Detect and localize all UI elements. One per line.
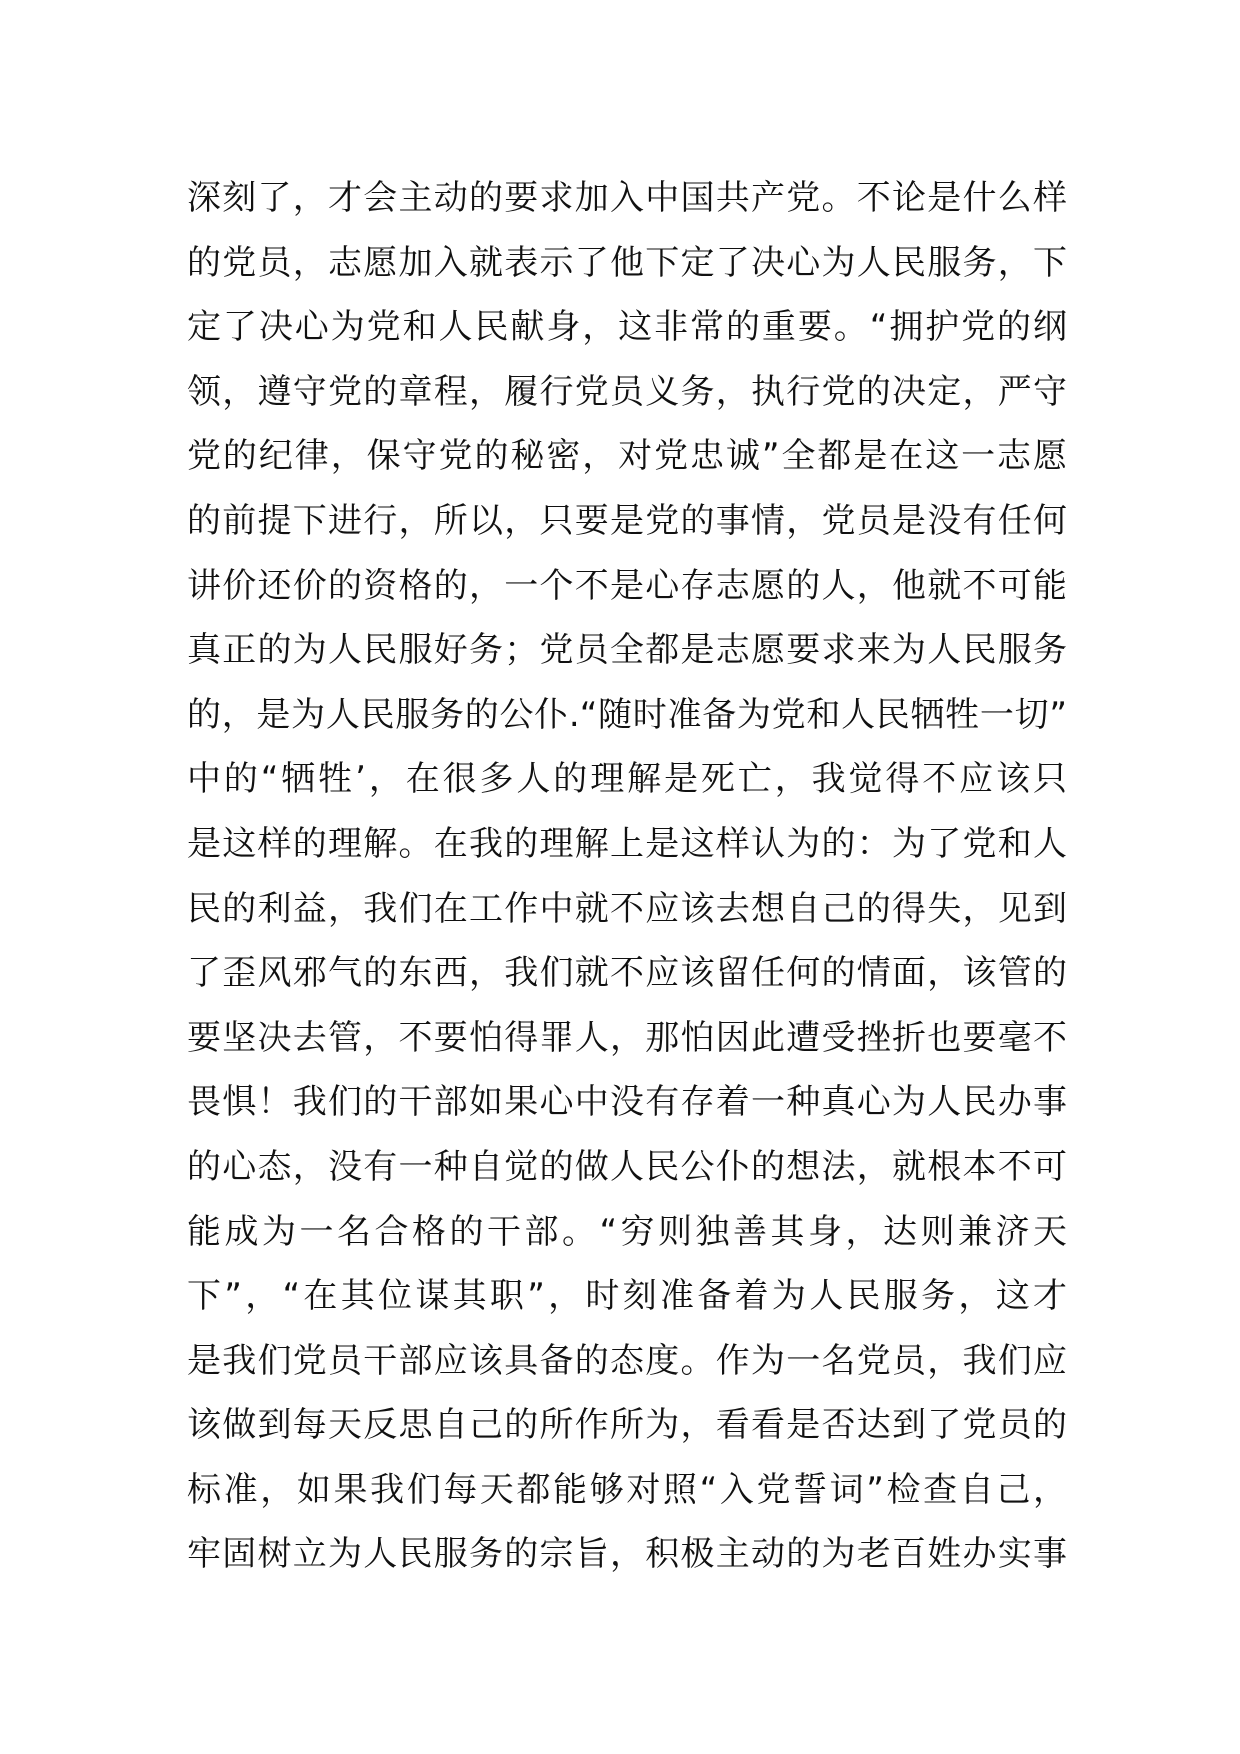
text-line: 的前提下进行，所以，只要是党的事情，党员是没有任何 <box>187 500 1067 541</box>
text-line: 党的纪律，保守党的秘密，对党忠诚”全都是在这一志愿 <box>187 436 1067 477</box>
text-line: 的党员，志愿加入就表示了他下定了决心为人民服务，下 <box>187 242 1067 283</box>
text-line: 了歪风邪气的东西，我们就不应该留任何的情面，该管的 <box>187 953 1067 994</box>
text-line: 深刻了，才会主动的要求加入中国共产党。不论是什么样 <box>187 178 1067 218</box>
text-line: 下”，“在其位谋其职”，时刻准备着为人民服务，这才 <box>187 1276 1067 1317</box>
text-line: 要坚决去管，不要怕得罪人，那怕因此遭受挫折也要毫不 <box>187 1017 1067 1058</box>
text-line: 讲价还价的资格的，一个不是心存志愿的人，他就不可能 <box>187 565 1067 606</box>
text-line: 真正的为人民服好务；党员全都是志愿要求来为人民服务 <box>187 630 1067 671</box>
text-line: 的心态，没有一种自觉的做人民公仆的想法，就根本不可 <box>187 1146 1067 1187</box>
text-line: 标准，如果我们每天都能够对照“入党誓词”检查自己， <box>187 1469 1067 1510</box>
text-line: 牢固树立为人民服务的宗旨，积极主动的为老百姓办实事 <box>187 1534 1067 1575</box>
text-line: 是我们党员干部应该具备的态度。作为一名党员，我们应 <box>187 1340 1067 1381</box>
text-line: 能成为一名合格的干部。“穷则独善其身，达则兼济天 <box>187 1211 1067 1252</box>
text-line: 领，遵守党的章程，履行党员义务，执行党的决定，严守 <box>187 371 1067 412</box>
text-line: 是这样的理解。在我的理解上是这样认为的：为了党和人 <box>187 823 1067 864</box>
text-line: 定了决心为党和人民献身，这非常的重要。“拥护党的纲 <box>187 307 1067 348</box>
text-line: 民的利益，我们在工作中就不应该去想自己的得失，见到 <box>187 888 1067 929</box>
body-text <box>187 166 1067 1587</box>
text-line: 该做到每天反思自己的所作所为，看看是否达到了党员的 <box>187 1405 1067 1446</box>
text-line: 畏惧！我们的干部如果心中没有存着一种真心为人民办事 <box>187 1082 1067 1123</box>
text-line: 中的“牺牲’，在很多人的理解是死亡，我觉得不应该只 <box>187 759 1067 800</box>
text-line: 的，是为人民服务的公仆.“随时准备为党和人民牺牲一切” <box>187 694 1067 735</box>
